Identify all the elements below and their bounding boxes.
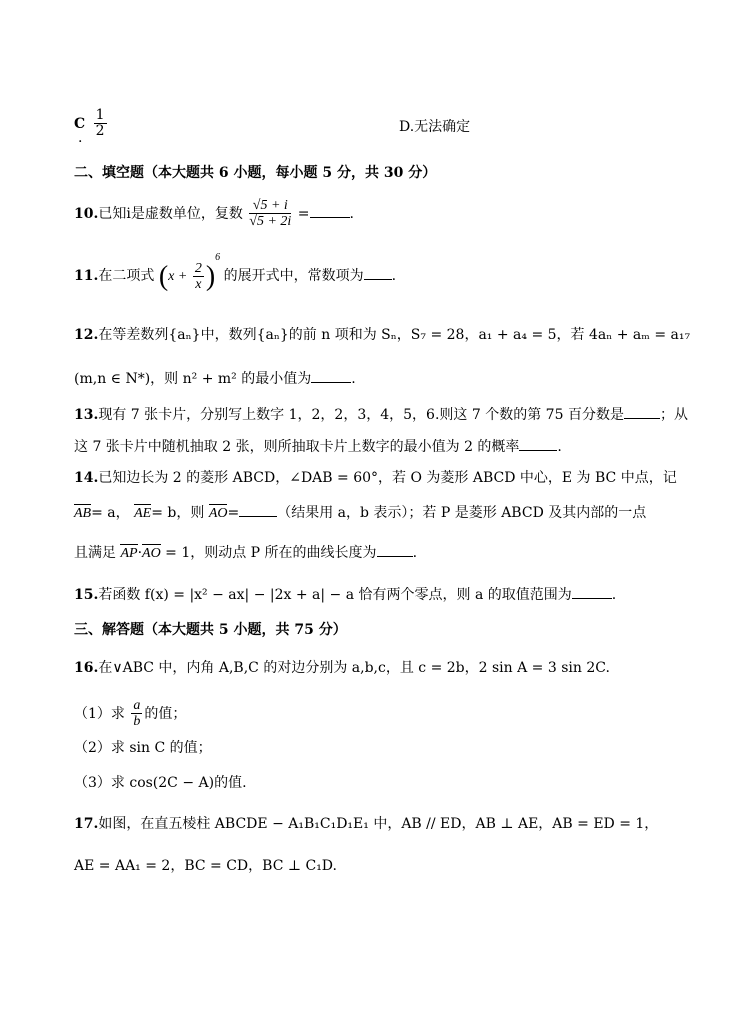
q11-end: . bbox=[391, 268, 397, 285]
q14-answer-blank-2[interactable] bbox=[377, 544, 413, 557]
q15-number: 15. bbox=[74, 587, 99, 603]
q16-number: 16. bbox=[74, 660, 99, 676]
q16-part-3: （3）求 cos(2C − A)的值. bbox=[74, 775, 247, 791]
q10-number: 10. bbox=[74, 205, 99, 222]
q12-line-1-text: 在等差数列{aₙ}中，数列{aₙ}的前 n 项和为 Sₙ，S₇ = 28，a₁ + a₄ = 5，若 4aₙ + aₘ = a₁₇ bbox=[98, 327, 691, 343]
q14-eq-a: = a， bbox=[91, 505, 130, 521]
q10-answer-blank[interactable] bbox=[310, 205, 350, 218]
q16-part-1b: 的值； bbox=[144, 705, 187, 722]
q15-answer-blank[interactable] bbox=[572, 586, 612, 599]
q13-answer-blank-2[interactable] bbox=[519, 438, 557, 451]
q10-text: 已知i是虚数单位，复数 bbox=[98, 205, 243, 222]
question-14-line-3 bbox=[74, 544, 417, 563]
q13-number: 13. bbox=[74, 407, 99, 423]
q10-denominator: √5 + 2i bbox=[249, 214, 292, 230]
q10-fraction bbox=[249, 198, 291, 230]
q12-line-2-text: (m,n ∈ N*)，则 n² + m² 的最小值为 bbox=[74, 371, 312, 387]
q14-number: 14. bbox=[74, 470, 99, 486]
q16-denominator: b bbox=[133, 714, 141, 730]
question-17-line-1 bbox=[74, 816, 658, 833]
q14-answer-blank-1[interactable] bbox=[239, 504, 277, 517]
q14-vector-ae: AE bbox=[134, 506, 152, 521]
question-11 bbox=[74, 252, 397, 294]
option-c-numerator: 1 bbox=[95, 107, 105, 123]
q14-line-3a: 且满足 bbox=[74, 545, 116, 561]
q10-equals: = bbox=[297, 205, 310, 222]
option-c-fraction bbox=[94, 108, 107, 140]
q11-binomial bbox=[158, 252, 224, 293]
q13-line-2a: 这 7 张卡片中随机抽取 2 张，则所抽取卡片上数字的最小值为 2 的概率 bbox=[74, 439, 520, 455]
q11-x: x + bbox=[168, 269, 188, 285]
q16-part-1a: （1）求 bbox=[74, 705, 125, 722]
q14-end: . bbox=[412, 545, 418, 561]
option-c-label: C bbox=[74, 115, 86, 132]
q10-end: . bbox=[349, 205, 354, 222]
q11-right-paren: ) bbox=[205, 261, 216, 292]
q11-answer-blank[interactable] bbox=[364, 267, 392, 280]
q12-answer-blank[interactable] bbox=[311, 370, 351, 383]
q12-end: . bbox=[351, 371, 356, 387]
q14-vector-ao: AO bbox=[208, 506, 228, 521]
q11-exponent: 6 bbox=[215, 252, 221, 264]
q14-vector-ao-2: AO bbox=[142, 546, 161, 561]
q13-line-1a: 现有 7 张卡片，分别写上数字 1，2，2，3，4，5，6.则这 7 个数的第 75 百分数是 bbox=[98, 407, 624, 423]
q13-end: . bbox=[557, 439, 562, 455]
q14-line-2b: （结果用 a，b 表示）；若 P 是菱形 ABCD 及其内部的一点 bbox=[277, 505, 647, 521]
q14-line-1-text: 已知边长为 2 的菱形 ABCD，∠DAB = 60°，若 O 为菱形 ABCD 中心，E 为 BC 中点，记 bbox=[98, 470, 677, 486]
q11-denominator: x bbox=[195, 277, 202, 293]
q16-part-1 bbox=[74, 698, 186, 730]
q13-answer-blank-1[interactable] bbox=[624, 406, 660, 419]
q15-text: 若函数 f(x) = |x² − ax| − |2x + a| − a 恰有两个零点，则 a 的取值范围为 bbox=[98, 587, 572, 603]
q14-line-3b: = 1，则动点 P 所在的曲线长度为 bbox=[165, 545, 377, 561]
q11-text-a: 在二项式 bbox=[98, 268, 155, 285]
q11-fraction bbox=[193, 261, 204, 293]
option-c-denominator: 2 bbox=[95, 123, 105, 140]
q11-numerator: 2 bbox=[194, 260, 202, 276]
question-13-line-1 bbox=[74, 406, 688, 424]
q16-fraction bbox=[131, 698, 142, 730]
question-10 bbox=[74, 198, 354, 230]
section-3-heading: 三、解答题（本大题共 5 小题，共 75 分） bbox=[74, 622, 347, 638]
option-c-dot: . bbox=[78, 130, 83, 146]
q14-vector-ab: AB bbox=[74, 506, 92, 521]
q16-numerator: a bbox=[133, 698, 141, 713]
q15-end: . bbox=[611, 587, 617, 603]
section-2-heading: 二、填空题（本大题共 6 小题，每小题 5 分，共 30 分） bbox=[74, 165, 437, 181]
question-15 bbox=[74, 586, 616, 604]
option-d: D.无法确定 bbox=[399, 119, 471, 135]
q16-part-2: （2）求 sin C 的值； bbox=[74, 740, 212, 756]
question-14-line-1 bbox=[74, 470, 677, 487]
question-14-line-2 bbox=[74, 504, 646, 523]
q14-dot: · bbox=[137, 545, 143, 561]
q11-text-b: 的展开式中，常数项为 bbox=[223, 268, 364, 285]
question-12-line-2 bbox=[74, 370, 356, 388]
q14-vector-ap: AP bbox=[120, 546, 138, 561]
q11-left-paren: ( bbox=[158, 261, 169, 292]
q10-numerator: √5 + i bbox=[249, 198, 291, 214]
q12-number: 12. bbox=[74, 327, 99, 343]
q17-line-1-text: 如图，在直五棱柱 ABCDE − A₁B₁C₁D₁E₁ 中，AB // ED，AB ⊥ AE，AB = ED = 1， bbox=[98, 816, 659, 832]
q17-number: 17. bbox=[74, 816, 99, 832]
q11-number: 11. bbox=[74, 268, 99, 285]
question-16 bbox=[74, 660, 610, 677]
q13-line-1b: ；从 bbox=[659, 407, 688, 423]
q14-eq-b: = b，则 bbox=[151, 505, 205, 521]
question-12-line-1 bbox=[74, 327, 690, 344]
q14-eq-c: = bbox=[227, 505, 240, 521]
question-17-line-2: AE = AA₁ = 2，BC = CD，BC ⊥ C₁D. bbox=[74, 858, 337, 874]
question-13-line-2 bbox=[74, 438, 562, 456]
q16-text: 在∨ABC 中，内角 A,B,C 的对边分别为 a,b,c，且 c = 2b，2 sin A = 3 sin 2C. bbox=[98, 660, 610, 676]
